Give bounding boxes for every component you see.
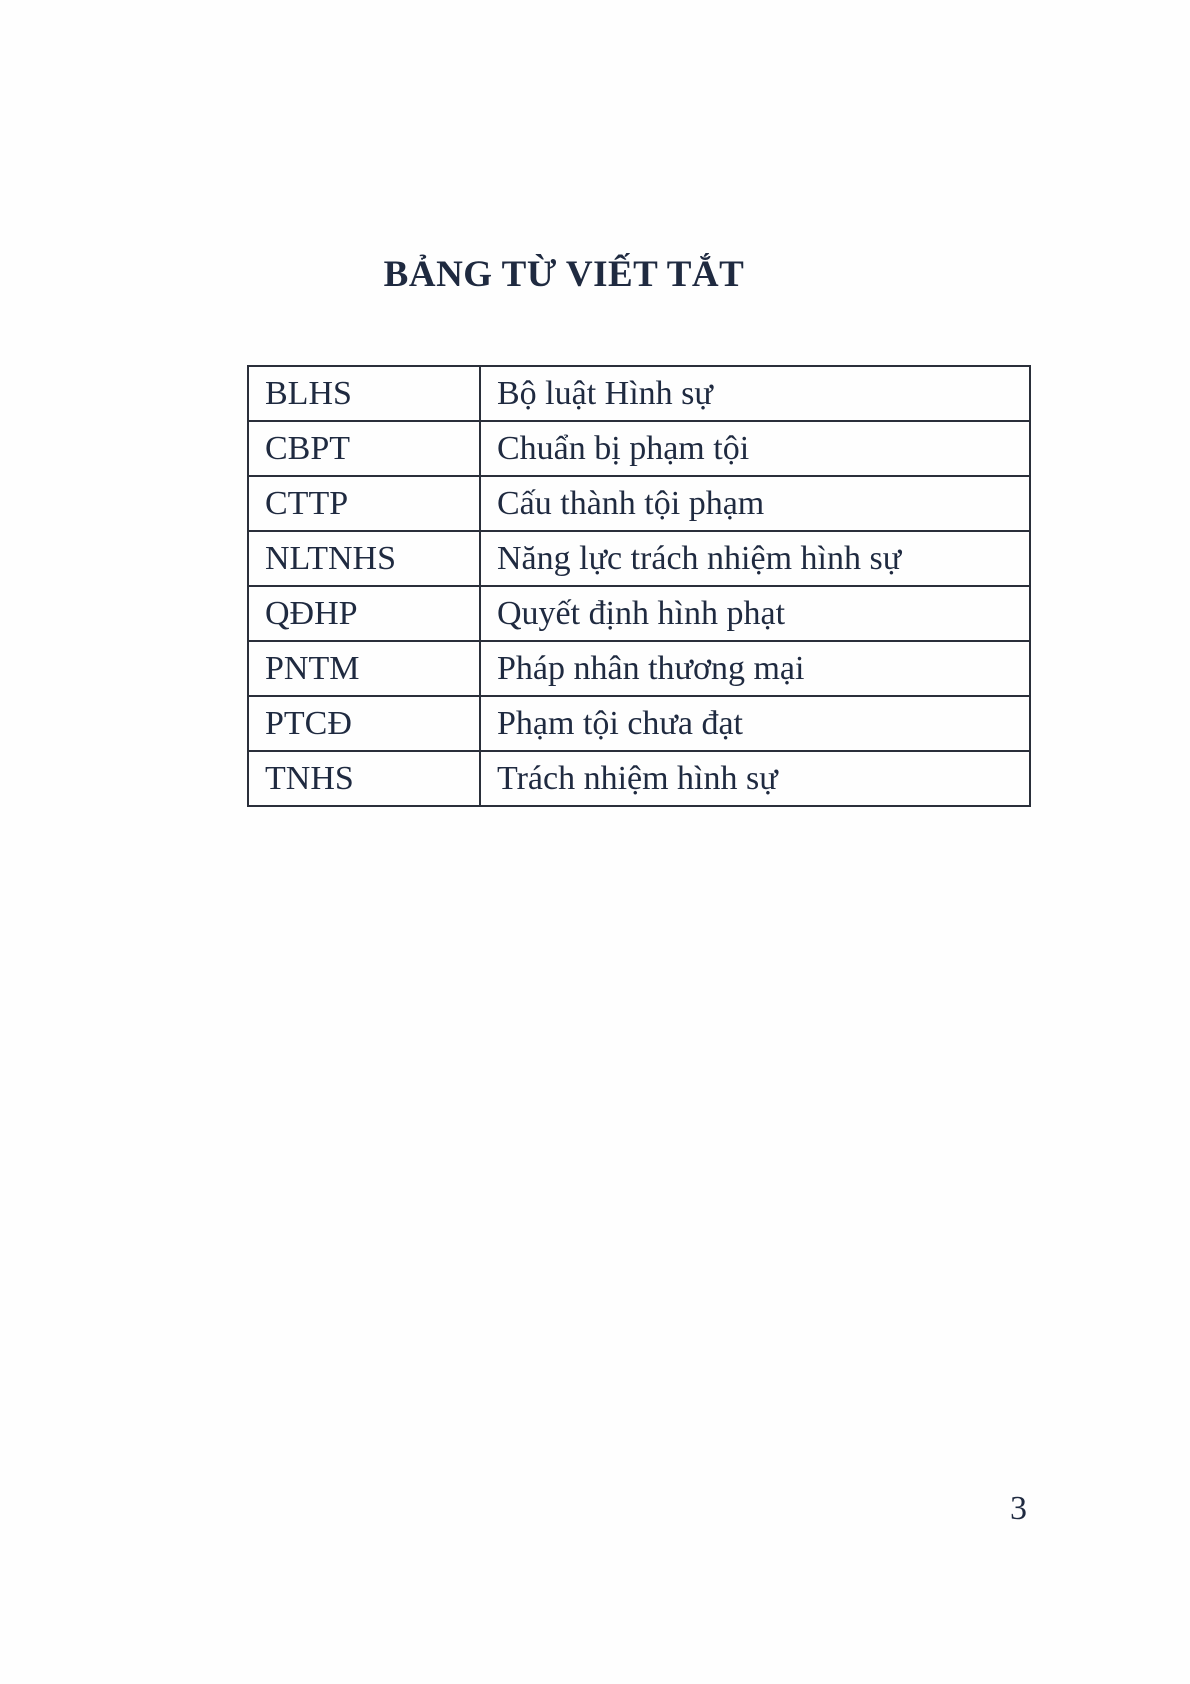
meaning-cell: Cấu thành tội phạm [480, 476, 1030, 531]
abbreviation-table [247, 365, 1031, 807]
table-row [248, 641, 1030, 696]
abbreviation-cell: PTCĐ [248, 696, 480, 751]
abbreviation-cell: PNTM [248, 641, 480, 696]
abbreviation-cell: TNHS [248, 751, 480, 806]
table-row [248, 531, 1030, 586]
meaning-cell: Năng lực trách nhiệm hình sự [480, 531, 1030, 586]
table-row [248, 586, 1030, 641]
abbreviation-cell: BLHS [248, 366, 480, 421]
meaning-cell: Phạm tội chưa đạt [480, 696, 1030, 751]
page-number: 3 [1010, 1490, 1027, 1527]
abbreviation-cell: CBPT [248, 421, 480, 476]
meaning-cell: Bộ luật Hình sự [480, 366, 1030, 421]
meaning-cell: Chuẩn bị phạm tội [480, 421, 1030, 476]
table-row [248, 366, 1030, 421]
abbreviation-cell: CTTP [248, 476, 480, 531]
page-title: BẢNG TỪ VIẾT TẮT [383, 254, 745, 295]
table-row [248, 751, 1030, 806]
table-row [248, 421, 1030, 476]
abbreviation-cell: QĐHP [248, 586, 480, 641]
abbreviation-cell: NLTNHS [248, 531, 480, 586]
table-row [248, 696, 1030, 751]
table-row [248, 476, 1030, 531]
meaning-cell: Pháp nhân thương mại [480, 641, 1030, 696]
meaning-cell: Trách nhiệm hình sự [480, 751, 1030, 806]
meaning-cell: Quyết định hình phạt [480, 586, 1030, 641]
